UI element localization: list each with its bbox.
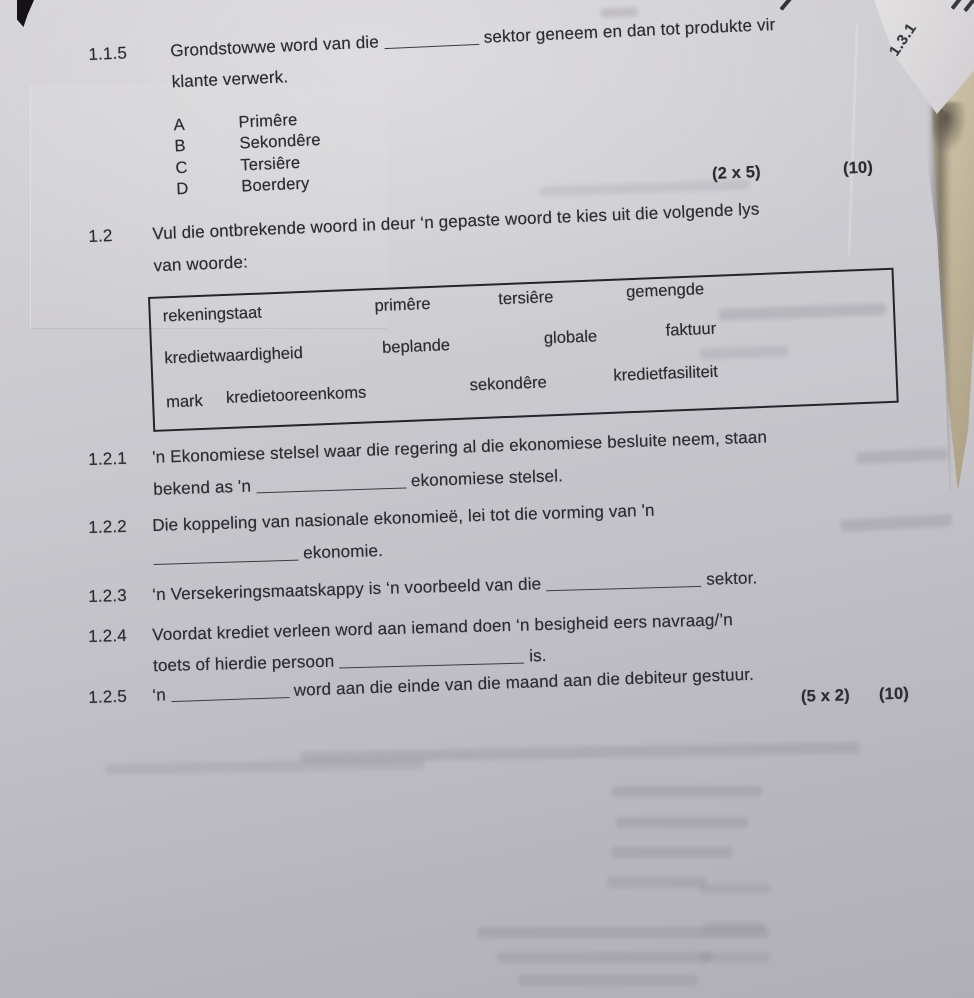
question-text: ekonomiese stelsel.: [410, 466, 564, 491]
next-page-question-number: 1.3.1: [885, 20, 921, 60]
bleed-through-text: [856, 448, 949, 465]
answer-blank: [256, 475, 406, 494]
word-bank-word: globale: [543, 327, 598, 348]
question-text: ‘n: [151, 685, 167, 705]
bleed-through-text: [616, 817, 748, 828]
question-1-1-5: [88, 14, 782, 204]
question-text: is.: [528, 646, 547, 666]
bleed-through-text: [700, 884, 770, 894]
question-1-1-5-marks: (10): [842, 158, 874, 178]
answer-blank: [546, 573, 701, 591]
question-1-2-1: [88, 426, 768, 502]
page-curl-shadow: [920, 94, 962, 494]
page-fold-crease: [848, 25, 858, 255]
number-gutter: [95, 194, 177, 198]
word-bank-word: rekeningstaat: [162, 303, 263, 326]
number-gutter: [93, 151, 175, 155]
question-text: 'n Ekonomiese stelsel waar die regering al die ekonomiese besluite neem, staan: [151, 427, 768, 467]
answer-blank: [339, 650, 524, 669]
bleed-through-text: [611, 847, 733, 858]
bleed-through-text: [105, 758, 425, 775]
number-gutter: [92, 130, 174, 134]
number-gutter: [94, 173, 176, 177]
word-bank-word: beplande: [381, 336, 451, 357]
option-letter: D: [176, 179, 189, 199]
question-number: 1.2.4: [88, 625, 128, 646]
answer-blank: [153, 547, 298, 565]
question-text: sektor.: [705, 568, 758, 589]
number-gutter: [89, 563, 153, 565]
bleed-through-text: [607, 877, 707, 888]
option-letter: B: [174, 136, 187, 156]
question-text-continued: sektor geneem en dan tot produkte vir: [483, 15, 776, 47]
question-text: Die koppeling van nasionale ekonomieë, lei tot die vorming van 'n: [152, 500, 655, 536]
word-bank-word: faktuur: [665, 319, 717, 340]
number-gutter: [90, 495, 154, 497]
question-number: 1.2.2: [88, 516, 128, 537]
bleed-through-text: [612, 786, 762, 797]
question-text: klante verwerk.: [171, 67, 289, 92]
question-text: word aan die einde van die maand aan die debiteur gestuur.: [293, 664, 755, 700]
bleed-through-text: [600, 7, 638, 17]
question-number: 1.1.5: [88, 43, 128, 64]
question-1-1-5-calculation: (2 x 5): [711, 163, 762, 183]
answer-blank: [384, 31, 480, 49]
question-text: Grondstowwe word van die: [169, 32, 380, 61]
question-1-2-2-line1: [88, 500, 655, 539]
question-text: van woorde:: [153, 252, 249, 276]
option-label: Sekondêre: [239, 130, 321, 153]
word-bank-word: kredietooreenkoms: [225, 383, 367, 408]
question-1-2-2: [88, 500, 656, 571]
ink-mark-top-left: [17, 0, 34, 27]
question-text: bekend as 'n: [153, 476, 252, 500]
answer-blank: [171, 684, 289, 702]
question-number: 1.2.1: [88, 448, 128, 469]
question-text: toets of hierdie persoon: [152, 651, 335, 676]
word-bank-word: primêre: [374, 294, 431, 316]
bleed-through-text: [497, 952, 712, 963]
option-label: Tersiêre: [240, 153, 301, 174]
number-gutter: [90, 272, 154, 275]
question-number: 1.2.3: [88, 585, 128, 606]
word-bank-word: tersiêre: [498, 288, 554, 309]
cropped-mark-top-center: [780, 0, 794, 11]
question-text: Voordat krediet verleen word aan iemand doen ‘n besigheid eers navraag/’n: [152, 610, 734, 645]
bleed-through-text: [703, 922, 765, 932]
question-1-2-2-line2: [89, 532, 656, 571]
question-text: ‘n Versekeringsmaatskappy is ‘n voorbeeld van die: [152, 574, 542, 605]
word-bank-word: kredietwaardigheid: [164, 343, 304, 368]
question-1-2-5-marks: (10): [878, 684, 910, 704]
word-bank-word: mark: [165, 391, 204, 412]
word-bank-word: sekondêre: [469, 373, 548, 395]
number-gutter: [89, 672, 153, 674]
bleed-through-text: [840, 514, 952, 532]
bleed-through-text: [700, 952, 770, 962]
question-text: ekonomie.: [302, 541, 384, 563]
option-label: Primêre: [238, 110, 298, 131]
option-letter: A: [173, 115, 186, 134]
question-number: 1.2.5: [88, 686, 128, 707]
bleed-through-text: [518, 975, 698, 986]
word-bank-word: gemengde: [625, 280, 705, 302]
option-label: Boerdery: [240, 174, 310, 196]
number-gutter: [90, 88, 172, 92]
question-text: Vul die ontbrekende woord in deur ‘n gepaste woord te kies uit die volgende lys: [151, 199, 760, 244]
option-letter: C: [175, 158, 188, 177]
question-1-2-4-line1: [88, 609, 733, 647]
question-1-2-5-calculation: (5 x 2): [800, 686, 850, 706]
question-1-2-3: [88, 567, 758, 607]
word-bank-word: kredietfasiliteit: [613, 362, 719, 385]
question-number: 1.2: [88, 226, 113, 246]
